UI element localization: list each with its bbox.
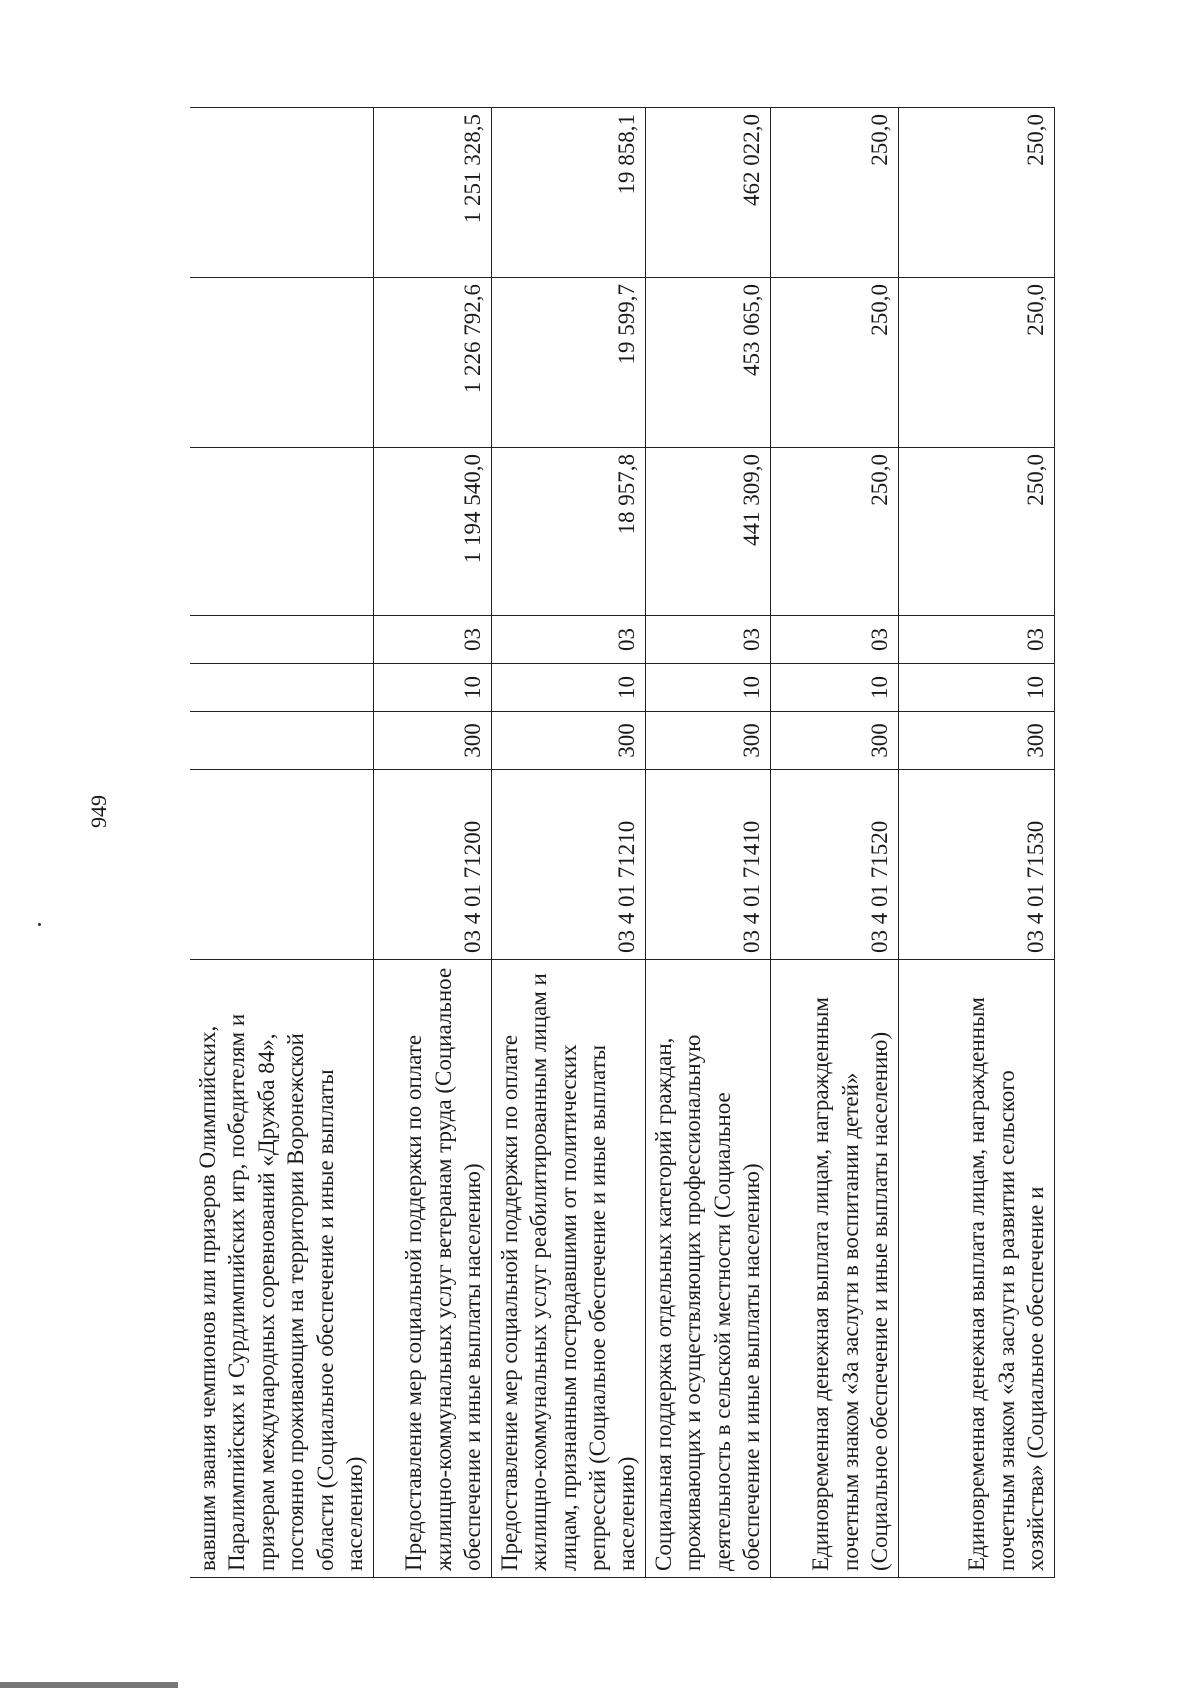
row-vr-code: 300 (645, 712, 770, 770)
row-sum-2026: 19 599,7 (491, 278, 645, 448)
scan-edge-mark (0, 1682, 178, 1688)
row-csr-code: 03 4 01 71210 (491, 770, 645, 960)
row-sum-2026: 1 226 792,6 (373, 278, 491, 448)
table-row (373, 108, 491, 1578)
row-rz-code: 10 (645, 664, 770, 712)
row-pr-code: 03 (898, 616, 1054, 664)
row-description: вавшим звания чемпионов или призеров Олимпийских, Паралимпийских и Сурдлимпийских игр, победителям и призерам международных соревнований «Дружба 84», постоянно проживающим на территории Воронежской области (Социальное обеспечение и иные выплаты населению) (190, 960, 373, 1578)
table-row (898, 108, 1054, 1578)
row-description: Предоставление мер социальной поддержки по оплате жилищно-коммунальных услуг реабилитированным лицам и лицам, признанным пострадавшими от политических репрессий (Социальное обеспечение и иные выплаты населению) (491, 960, 645, 1578)
table-row (190, 108, 373, 1578)
row-sum-2025: 441 309,0 (645, 448, 770, 616)
row-sum-2027: 250,0 (770, 108, 898, 278)
row-rz-code: 10 (770, 664, 898, 712)
rotated-table-sheet (190, 108, 1049, 1578)
row-pr-code: 03 (645, 616, 770, 664)
row-pr-code (190, 616, 373, 664)
row-sum-2027: 1 251 328,5 (373, 108, 491, 278)
row-csr-code: 03 4 01 71410 (645, 770, 770, 960)
table-row (491, 108, 645, 1578)
row-rz-code (190, 664, 373, 712)
row-sum-2027 (190, 108, 373, 278)
row-vr-code: 300 (898, 712, 1054, 770)
budget-table (190, 107, 1055, 1578)
row-csr-code (190, 770, 373, 960)
row-vr-code: 300 (491, 712, 645, 770)
row-csr-code: 03 4 01 71530 (898, 770, 1054, 960)
row-sum-2025: 250,0 (770, 448, 898, 616)
row-sum-2027: 19 858,1 (491, 108, 645, 278)
row-sum-2026 (190, 278, 373, 448)
row-description: Предоставление мер социальной поддержки по оплате жилищно-коммунальных услуг ветеранам труда (Социальное обеспечение и иные выплаты населению) (373, 960, 491, 1578)
row-pr-code: 03 (770, 616, 898, 664)
row-vr-code (190, 712, 373, 770)
row-description: Единовременная денежная выплата лицам, награжденным почетным знаком «За заслуги в развитии сельского хозяйства» (Социальное обеспечение и (898, 960, 1054, 1578)
table-row (770, 108, 898, 1578)
row-sum-2025: 250,0 (898, 448, 1054, 616)
row-pr-code: 03 (373, 616, 491, 664)
row-sum-2027: 250,0 (898, 108, 1054, 278)
row-sum-2027: 462 022,0 (645, 108, 770, 278)
row-vr-code: 300 (770, 712, 898, 770)
row-csr-code: 03 4 01 71200 (373, 770, 491, 960)
page-number: 949 (86, 795, 111, 828)
row-sum-2025: 18 957,8 (491, 448, 645, 616)
row-vr-code: 300 (373, 712, 491, 770)
row-sum-2026: 453 065,0 (645, 278, 770, 448)
row-rz-code: 10 (898, 664, 1054, 712)
row-description: Социальная поддержка отдельных категорий граждан, проживающих и осуществляющих профессиональную деятельность в сельской местности (Социальное обеспечение и иные выплаты населению) (645, 960, 770, 1578)
row-pr-code: 03 (491, 616, 645, 664)
scan-speck (38, 923, 41, 926)
row-rz-code: 10 (373, 664, 491, 712)
row-sum-2025 (190, 448, 373, 616)
table-row (645, 108, 770, 1578)
row-sum-2026: 250,0 (898, 278, 1054, 448)
row-rz-code: 10 (491, 664, 645, 712)
row-csr-code: 03 4 01 71520 (770, 770, 898, 960)
row-description: Единовременная денежная выплата лицам, награжденным почетным знаком «За заслуги в воспитании детей» (Социальное обеспечение и иные выплаты населению) (770, 960, 898, 1578)
row-sum-2026: 250,0 (770, 278, 898, 448)
row-sum-2025: 1 194 540,0 (373, 448, 491, 616)
